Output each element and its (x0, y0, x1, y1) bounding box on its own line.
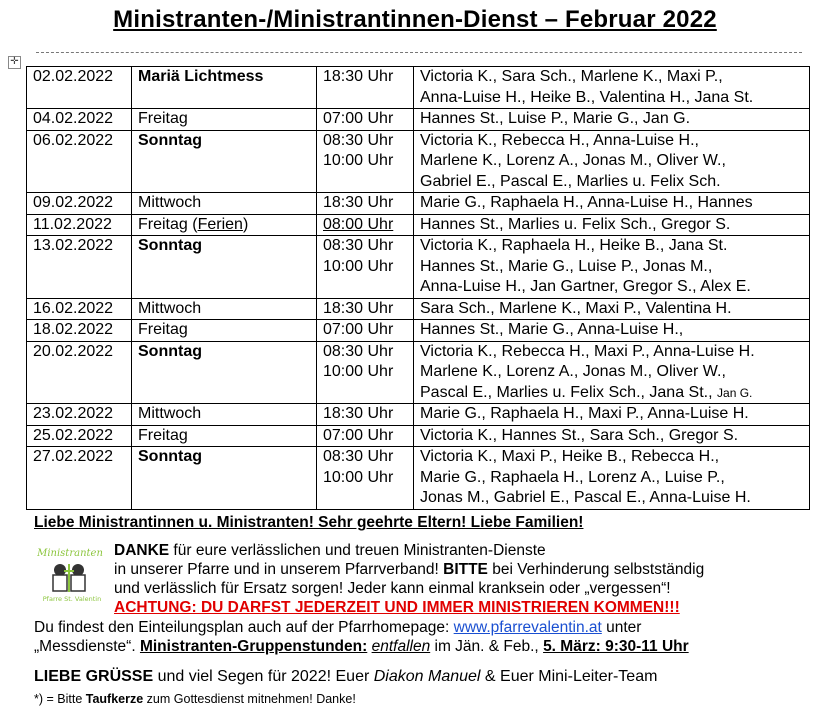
row-names (414, 214, 810, 236)
row-date: 25.02.2022 (27, 425, 132, 447)
schedule-row (27, 130, 810, 193)
row-time: 08:30 Uhr (323, 131, 394, 149)
schedule-row (27, 447, 810, 510)
row-times (317, 447, 414, 510)
row-date: 23.02.2022 (27, 404, 132, 426)
row-times (317, 341, 414, 404)
thanks-text-1: für eure verlässlichen und treuen Ministranten-Dienste (169, 542, 546, 559)
row-time: 10:00 Uhr (323, 257, 394, 275)
row-times (317, 109, 414, 131)
row-time: 10:00 Uhr (323, 363, 394, 380)
row-names-line: Victoria K., Raphaela H., Heike B., Jana St. (420, 237, 728, 254)
row-time: 08:30 Uhr (323, 342, 394, 360)
row-times (317, 425, 414, 447)
row-times (317, 67, 414, 109)
row-times (317, 298, 414, 320)
row-times (317, 320, 414, 342)
row-names (414, 298, 810, 320)
schedule-row (27, 298, 810, 320)
row-names-line: Victoria K., Maxi P., Heike B., Rebecca H., (420, 448, 720, 465)
row-time: 10:00 Uhr (323, 152, 394, 169)
row-time: 08:30 Uhr (323, 237, 394, 254)
row-names-line: Hannes St., Luise P., Marie G., Jan G. (420, 110, 691, 127)
row-day: Mittwoch (132, 193, 317, 215)
row-day: Mittwoch (132, 298, 317, 320)
row-names-line: Hannes St., Marlies u. Felix Sch., Gregor S. (420, 215, 731, 233)
schedule-row (27, 193, 810, 215)
row-names-line: Hannes St., Marie G., Anna-Luise H., (420, 321, 684, 338)
note-text-a: *) = Bitte (34, 692, 86, 706)
thanks-bitte: BITTE (443, 561, 488, 578)
row-names-line: Jonas M., Gabriel E., Pascal E., Anna-Luise H. (420, 489, 751, 506)
regards-team: & Euer Mini-Leiter-Team (480, 668, 658, 685)
thanks-bold: DANKE (114, 542, 170, 559)
thanks-text-2a: in unserer Pfarre und in unserem Pfarrverband! (114, 561, 444, 578)
row-day: Sonntag (132, 341, 317, 404)
row-time: 08:00 Uhr (323, 215, 394, 233)
schedule-row (27, 425, 810, 447)
row-time: 07:00 Uhr (323, 110, 394, 127)
row-names (414, 193, 810, 215)
row-date: 11.02.2022 (27, 214, 132, 236)
row-date: 09.02.2022 (27, 193, 132, 215)
row-day: Sonntag (132, 447, 317, 510)
row-date: 18.02.2022 (27, 320, 132, 342)
cancelled-text: entfallen (371, 638, 431, 655)
thanks-text-2c: bei Verhinderung selbstständig (487, 561, 705, 578)
warning-line: ACHTUNG: DU DARFST JEDERZEIT UND IMMER MINISTRIEREN KOMMEN!!! (114, 599, 680, 616)
row-times (317, 404, 414, 426)
row-date: 02.02.2022 (27, 67, 132, 109)
row-time: 18:30 Uhr (323, 194, 394, 211)
next-session-date: 5. März: 9:30-11 Uhr (543, 638, 689, 655)
row-names (414, 404, 810, 426)
row-day: Freitag (132, 109, 317, 131)
row-names-line: Sara Sch., Marlene K., Maxi P., Valentina H. (420, 299, 732, 317)
greeting-line: Liebe Ministrantinnen u. Ministranten! Sehr geehrte Eltern! Liebe Familien! (34, 514, 584, 531)
document-title: Ministranten-/Ministrantinnen-Dienst – Februar 2022 (113, 6, 717, 33)
row-names (414, 320, 810, 342)
row-names (414, 67, 810, 109)
thanks-paragraph (114, 541, 814, 617)
row-time: 07:00 Uhr (323, 426, 394, 444)
row-date: 13.02.2022 (27, 236, 132, 299)
info-text-1b: unter (601, 619, 642, 636)
row-names-suffix: Jan G. (717, 385, 753, 400)
row-names-line: Victoria K., Rebecca H., Maxi P., Anna-Luise H. (420, 342, 755, 360)
row-names-line: Victoria K., Rebecca H., Anna-Luise H., (420, 131, 699, 149)
schedule-row (27, 404, 810, 426)
row-time: 18:30 Uhr (323, 68, 394, 85)
schedule-row (27, 214, 810, 236)
row-time: 18:30 Uhr (323, 405, 394, 422)
row-names-line: Victoria K., Hannes St., Sara Sch., Gregor S. (420, 426, 739, 444)
row-time: 07:00 Uhr (323, 321, 394, 338)
row-time: 08:30 Uhr (323, 448, 394, 465)
row-time: 18:30 Uhr (323, 299, 394, 317)
row-day: Sonntag (132, 236, 317, 299)
row-names-line: Pascal E., Marlies u. Felix Sch., Jana St., Jan G. (420, 383, 753, 401)
row-time: 10:00 Uhr (323, 468, 394, 486)
row-names-line: Marlene K., Lorenz A., Jonas M., Oliver W., (420, 363, 726, 380)
row-day: Freitag (Ferien) (132, 214, 317, 236)
row-times (317, 236, 414, 299)
schedule-row (27, 67, 810, 109)
info-text-2e: im Jän. & Feb., (430, 638, 544, 655)
row-date: 20.02.2022 (27, 341, 132, 404)
note-taufkerze: Taufkerze (85, 692, 144, 706)
footer-section (34, 513, 814, 706)
schedule-row (27, 341, 810, 404)
row-names (414, 341, 810, 404)
separator-line (36, 52, 802, 53)
schedule-table (26, 66, 810, 510)
row-times (317, 193, 414, 215)
group-sessions-label: Ministranten-Gruppenstunden: (139, 638, 368, 655)
row-names-line: Anna-Luise H., Jan Gartner, Gregor S., Alex E. (420, 278, 751, 295)
info-paragraph (34, 618, 814, 656)
row-date: 06.02.2022 (27, 130, 132, 193)
schedule-row (27, 236, 810, 299)
row-times (317, 130, 414, 193)
info-text-1a: Du findest den Einteilungsplan auch auf der Pfarrhomepage: (34, 619, 454, 636)
row-names (414, 109, 810, 131)
row-day: Sonntag (132, 130, 317, 193)
schedule-row (27, 320, 810, 342)
row-names-line: Marie G., Raphaela H., Anna-Luise H., Hannes (420, 194, 753, 211)
schedule-row (27, 109, 810, 131)
row-times (317, 214, 414, 236)
row-names-line: Marie G., Raphaela H., Lorenz A., Luise P., (420, 468, 725, 486)
row-day: Freitag (132, 320, 317, 342)
row-day: Freitag (132, 425, 317, 447)
note-text-c: zum Gottesdienst mitnehmen! Danke! (143, 692, 356, 706)
row-names-line: Victoria K., Sara Sch., Marlene K., Maxi P., (420, 68, 723, 85)
regards-bold: LIEBE GRÜSSE (34, 668, 154, 685)
thanks-text-3: und verlässlich für Ersatz sorgen! Jeder kann einmal kranksein oder „vergessen“! (114, 580, 671, 597)
row-names-line: Gabriel E., Pascal E., Marlies u. Felix Sch. (420, 172, 721, 190)
row-date: 16.02.2022 (27, 298, 132, 320)
row-names (414, 425, 810, 447)
logo-text-bottom: Pfarre St. Valentin (42, 595, 102, 603)
table-move-handle-icon[interactable]: ✛ (8, 56, 21, 69)
row-day: Mariä Lichtmess (132, 67, 317, 109)
ministranten-logo (34, 544, 106, 604)
row-names-line: Marlene K., Lorenz A., Jonas M., Oliver W., (420, 152, 726, 169)
row-names-line: Marie G., Raphaela H., Maxi P., Anna-Luise H. (420, 405, 749, 422)
row-date: 04.02.2022 (27, 109, 132, 131)
deacon-name: Diakon Manuel (373, 668, 481, 685)
regards-line (34, 667, 814, 686)
row-names-line: Anna-Luise H., Heike B., Valentina H., Jana St. (420, 88, 754, 106)
homepage-link[interactable]: www.pfarrevalentin.at (453, 619, 602, 636)
logo-text-top: Ministranten (37, 548, 103, 559)
row-names (414, 130, 810, 193)
row-day: Mittwoch (132, 404, 317, 426)
footnote (34, 690, 814, 709)
row-names-line: Hannes St., Marie G., Luise P., Jonas M., (420, 257, 713, 275)
regards-text: und viel Segen für 2022! Euer (153, 668, 374, 685)
row-date: 27.02.2022 (27, 447, 132, 510)
row-names (414, 236, 810, 299)
info-text-2a: „Messdienste“. (34, 638, 140, 655)
row-names (414, 447, 810, 510)
